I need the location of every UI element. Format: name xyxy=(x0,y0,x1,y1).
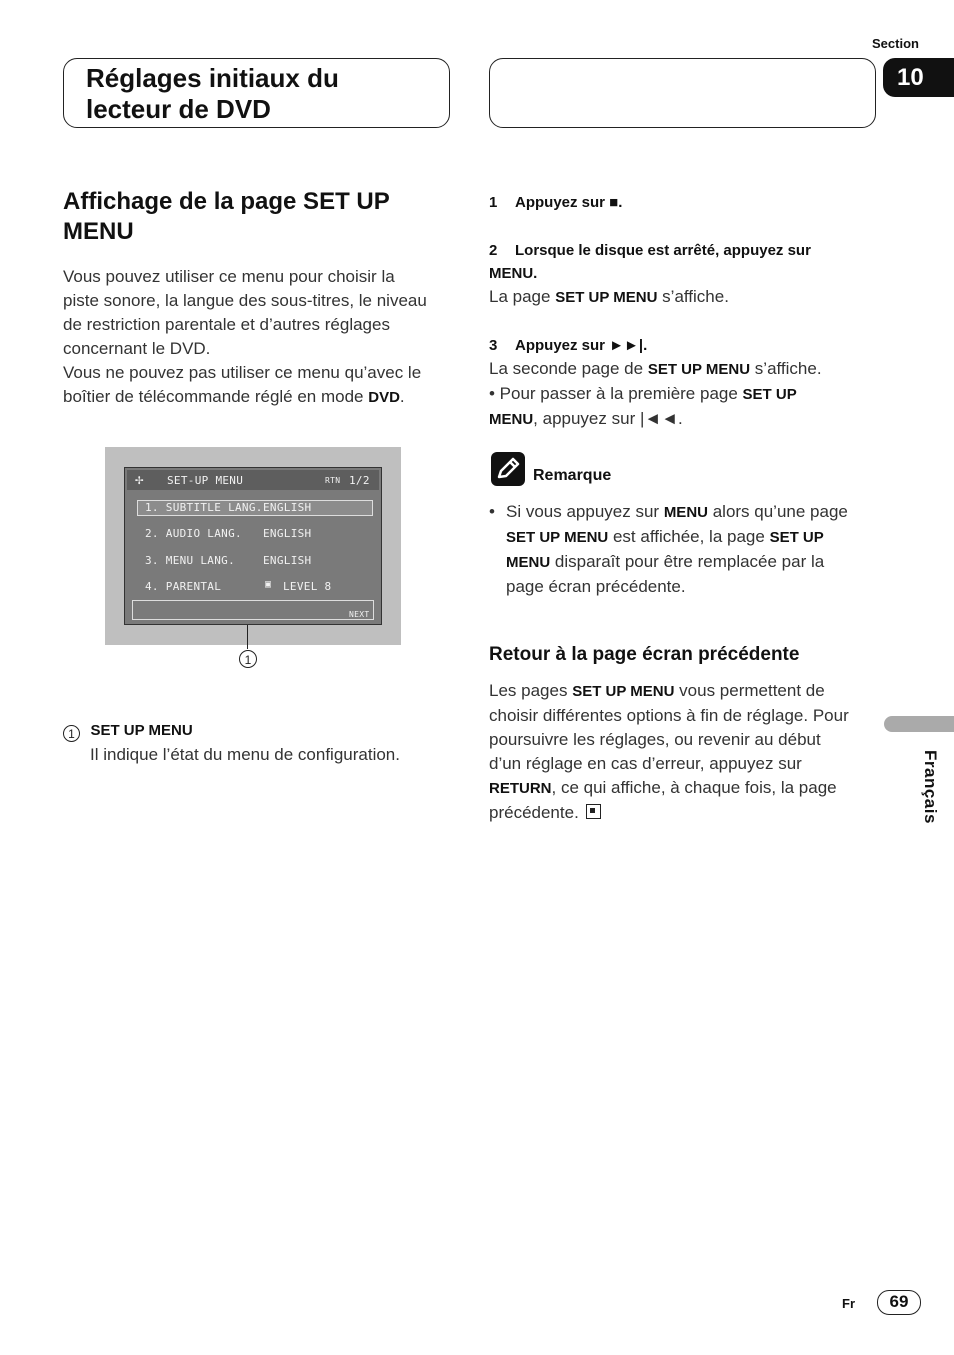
note-bold: SET UP MENU xyxy=(506,529,609,546)
bullet-text: • Pour passer à la première page xyxy=(489,384,743,403)
note-text: Si vous appuyez sur xyxy=(506,502,664,521)
legend-label: SET UP MENU xyxy=(90,722,193,739)
note-text: alors qu’une page xyxy=(707,502,848,521)
result-text: La seconde page de xyxy=(489,359,648,378)
screen-row-label: 3. MENU LANG. xyxy=(145,554,235,567)
intro-paragraph xyxy=(63,265,453,410)
language-code: Fr xyxy=(842,1296,855,1311)
note-title: Remarque xyxy=(533,467,612,484)
step-result xyxy=(489,285,879,310)
setup-menu-screen xyxy=(124,467,382,625)
return-bold: RETURN xyxy=(489,780,552,797)
note-pencil-icon xyxy=(491,452,525,486)
intro-line: Vous pouvez utiliser ce menu pour choisir la xyxy=(63,267,395,286)
intro-line: concernant le DVD. xyxy=(63,339,211,358)
return-text: d’un réglage en cas d’erreur, appuyez sur xyxy=(489,754,802,773)
bullet-dot: • xyxy=(489,502,495,521)
blank-header-box xyxy=(489,58,876,128)
heading-line1: Affichage de la page SET UP xyxy=(63,188,390,215)
bullet-bold: SET UP xyxy=(742,386,797,403)
intro-line: Vous ne pouvez pas utiliser ce menu qu’avec le xyxy=(63,363,422,382)
return-text: choisir différentes options à fin de réglage. Pour xyxy=(489,706,849,725)
screen-next: NEXT xyxy=(349,610,370,619)
return-text: , ce qui affiche, à chaque fois, la page xyxy=(551,778,837,797)
screen-page: 1/2 xyxy=(349,474,370,487)
lock-icon: ▣ xyxy=(265,579,272,590)
return-text: précédente. xyxy=(489,803,579,822)
step-number: 1 xyxy=(489,194,498,211)
section-label: Section xyxy=(872,36,919,51)
return-text: poursuivre les réglages, ou revenir au début xyxy=(489,730,821,749)
legend xyxy=(63,722,453,767)
intro-text: boîtier de télécommande réglé en mode xyxy=(63,387,369,406)
screen-row-label: 2. AUDIO LANG. xyxy=(145,527,242,540)
step-2 xyxy=(489,239,879,310)
screen-row-value: LEVEL 8 xyxy=(283,580,332,593)
heading-line2: MENU xyxy=(63,218,134,245)
result-text: s’affiche. xyxy=(657,287,729,306)
return-paragraph xyxy=(489,679,884,825)
intro-line: piste sonore, la langue des sous-titres, le niveau xyxy=(63,291,427,310)
step-1 xyxy=(489,191,622,214)
left-heading xyxy=(63,187,453,247)
chapter-title-box xyxy=(63,58,450,128)
step-bullet xyxy=(489,382,879,407)
note-bold: MENU xyxy=(506,554,551,571)
screen-row-value: ENGLISH xyxy=(263,527,312,540)
step-3 xyxy=(489,334,879,432)
screen-row-label: 4. PARENTAL xyxy=(145,580,222,593)
intro-bold: DVD xyxy=(368,389,400,406)
legend-number: 1 xyxy=(63,725,80,742)
step-text-continued: MENU. xyxy=(489,265,538,282)
screen-rtn: RTN xyxy=(325,476,341,485)
step-text: Appuyez sur ►►|. xyxy=(515,337,648,354)
result-text: s’affiche. xyxy=(750,359,822,378)
step-text: Lorsque le disque est arrêté, appuyez sur xyxy=(515,242,811,259)
page-number: 69 xyxy=(877,1290,921,1315)
note-bold: SET UP xyxy=(769,529,824,546)
chapter-title-line2: lecteur de DVD xyxy=(86,94,271,124)
screen-row-label: 1. SUBTITLE LANG. xyxy=(145,501,263,514)
step-number: 2 xyxy=(489,242,498,259)
intro-line xyxy=(63,385,453,410)
chapter-title-line1: Réglages initiaux du xyxy=(86,63,339,93)
legend-description: Il indique l’état du menu de configuration. xyxy=(90,745,400,764)
screen-info-bar xyxy=(132,600,374,620)
note-text: est affichée, la page xyxy=(608,527,770,546)
result-bold: SET UP MENU xyxy=(647,361,751,378)
note-bold: MENU xyxy=(663,504,708,521)
callout-pointer-line xyxy=(247,625,248,649)
callout-number: 1 xyxy=(239,650,257,668)
note-text: page écran précédente. xyxy=(506,577,686,596)
note-body xyxy=(489,500,884,599)
result-text: La page xyxy=(489,287,556,306)
screen-title-bar xyxy=(127,470,379,490)
return-text: vous permettent de xyxy=(674,681,825,700)
return-text: Les pages xyxy=(489,681,573,700)
intro-text: . xyxy=(399,387,405,406)
step-number: 3 xyxy=(489,337,498,354)
sub-heading: Retour à la page écran précédente xyxy=(489,644,800,665)
section-number-tab: 10 xyxy=(883,58,954,97)
step-text: Appuyez sur ■. xyxy=(515,194,623,211)
screen-row-value: ENGLISH xyxy=(263,501,312,514)
intro-line: de restriction parentale et d’autres réglages xyxy=(63,315,390,334)
end-stop-icon xyxy=(586,804,601,819)
note-text: disparaît pour être remplacée par la xyxy=(550,552,825,571)
result-bold: SET UP MENU xyxy=(555,289,658,306)
bullet-text: , appuyez sur |◄◄. xyxy=(533,409,683,428)
screen-title: SET-UP MENU xyxy=(167,474,244,487)
screen-row-value: ENGLISH xyxy=(263,554,312,567)
language-side-tab xyxy=(884,716,954,732)
bullet-bold: MENU xyxy=(489,411,534,428)
step-result xyxy=(489,357,879,382)
step-bullet-cont xyxy=(489,407,879,432)
disc-icon: ✢ xyxy=(135,472,144,488)
return-bold: SET UP MENU xyxy=(572,683,675,700)
language-side-label: Français xyxy=(921,750,940,824)
